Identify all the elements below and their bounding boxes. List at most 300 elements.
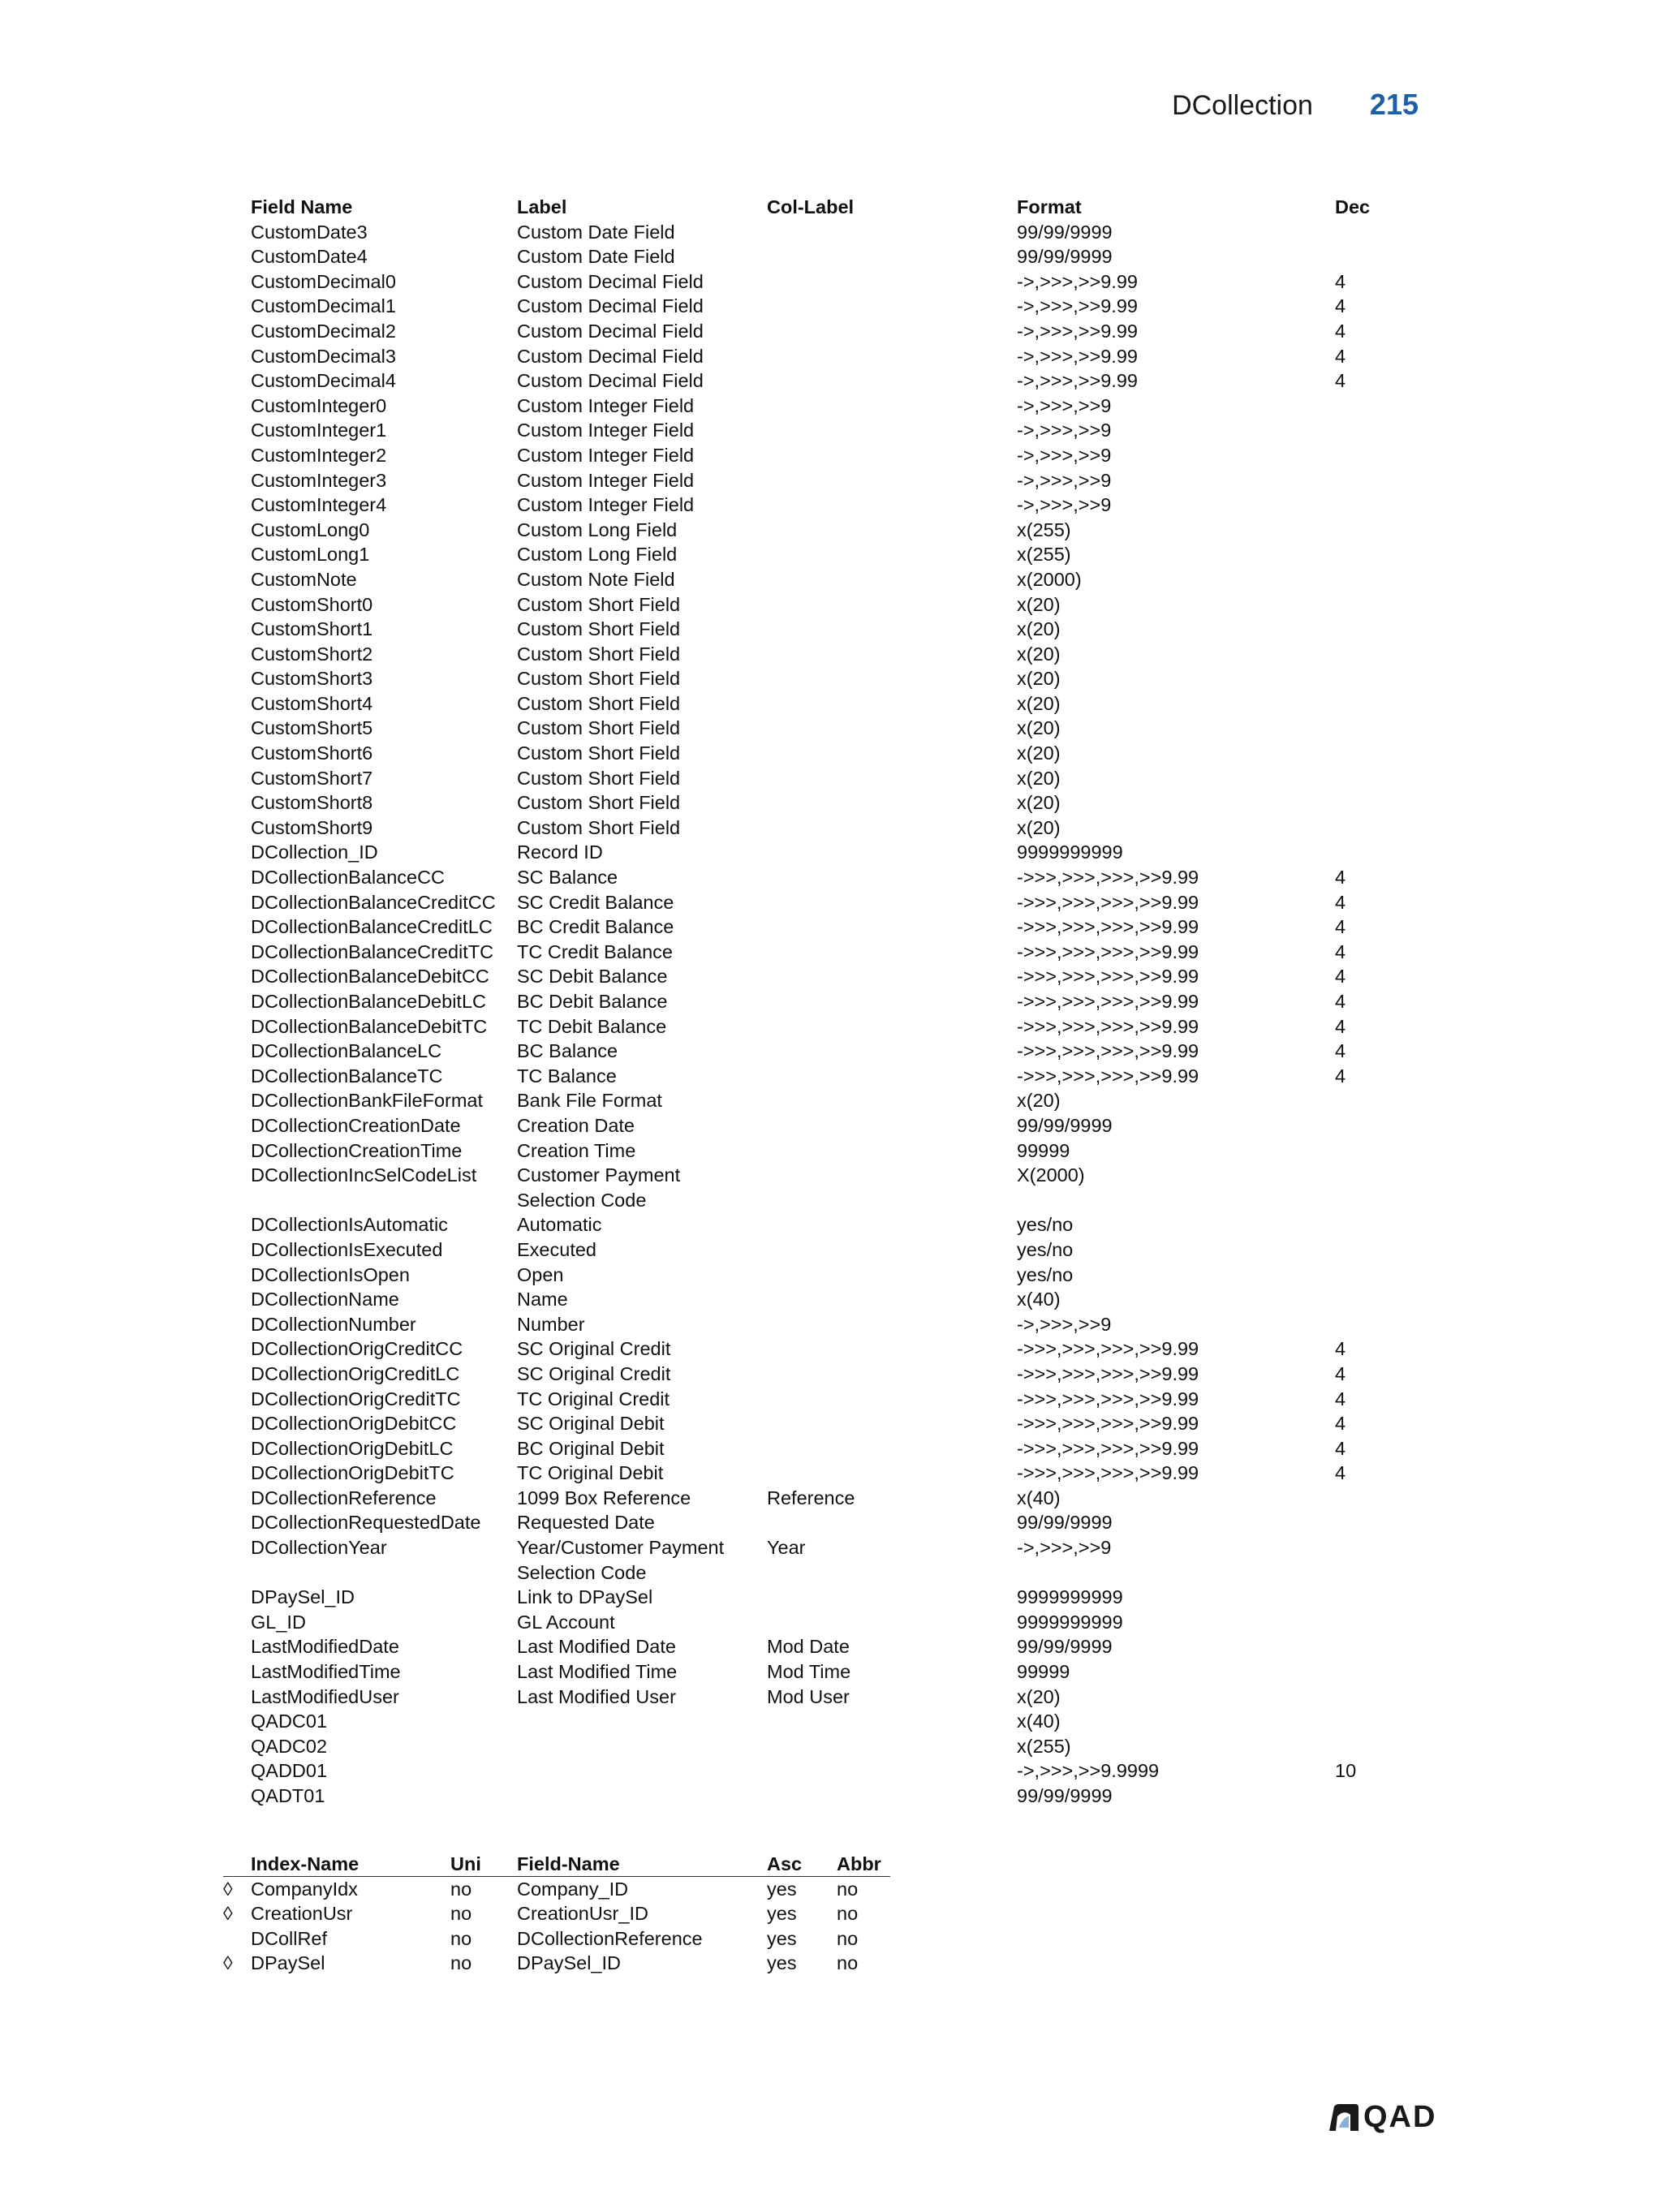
label-line: Custom Long Field bbox=[517, 519, 678, 540]
table-row bbox=[251, 1734, 1400, 1759]
uni-cell: no bbox=[450, 1952, 472, 1974]
table-row bbox=[251, 1163, 1400, 1212]
field-name-cell: QADT01 bbox=[251, 1785, 325, 1806]
label-cell bbox=[517, 1014, 767, 1039]
dec-cell bbox=[1335, 443, 1400, 468]
dec-cell bbox=[1335, 790, 1400, 816]
format-cell: ->,>>>,>>9 bbox=[1017, 1313, 1112, 1335]
table-row bbox=[251, 1685, 1400, 1710]
label-cell bbox=[517, 468, 767, 493]
col-label-cell bbox=[767, 890, 1017, 915]
field-name-cell: CustomDecimal3 bbox=[251, 345, 396, 367]
label-cell bbox=[517, 1387, 767, 1412]
label-cell bbox=[517, 1411, 767, 1436]
label-line: Custom Short Field bbox=[517, 618, 681, 640]
label-line: Name bbox=[517, 1289, 568, 1310]
format-cell: ->,>>>,>>9.99 bbox=[1017, 370, 1138, 392]
dec-cell bbox=[1335, 1634, 1400, 1659]
col-label-cell bbox=[767, 542, 1017, 567]
format-cell: ->,>>>,>>9 bbox=[1017, 444, 1112, 466]
table-row bbox=[251, 642, 1400, 667]
dec-cell bbox=[1335, 1535, 1400, 1585]
field-name-cell: DCollectionReference bbox=[251, 1487, 437, 1508]
format-cell: x(20) bbox=[1017, 668, 1061, 690]
qad-logo-icon bbox=[1328, 2103, 1360, 2132]
format-cell: 99/99/9999 bbox=[1017, 1512, 1113, 1534]
format-cell: x(20) bbox=[1017, 692, 1061, 714]
index-field-cell: CreationUsr_ID bbox=[517, 1903, 648, 1925]
col-label-cell bbox=[767, 1287, 1017, 1312]
table-row bbox=[251, 1263, 1400, 1288]
format-cell: x(255) bbox=[1017, 544, 1071, 566]
table-row bbox=[251, 1138, 1400, 1164]
field-name-cell: DCollectionName bbox=[251, 1289, 399, 1310]
label-cell bbox=[517, 940, 767, 965]
label-line: Custom Note Field bbox=[517, 568, 675, 590]
field-name-cell: DCollectionOrigCreditTC bbox=[251, 1388, 461, 1409]
col-label-cell bbox=[767, 468, 1017, 493]
col-label-cell bbox=[767, 344, 1017, 369]
table-row bbox=[251, 816, 1400, 841]
format-cell: x(255) bbox=[1017, 1735, 1071, 1757]
field-name-cell: CustomShort7 bbox=[251, 767, 373, 789]
dec-cell: 4 bbox=[1335, 1362, 1346, 1384]
field-name-cell: CustomDecimal0 bbox=[251, 270, 396, 292]
label-line: Creation Date bbox=[517, 1114, 635, 1136]
label-cell bbox=[517, 642, 767, 667]
label-line: Last Modified Time bbox=[517, 1661, 678, 1683]
field-name-cell: DCollectionYear bbox=[251, 1537, 387, 1559]
dec-cell: 4 bbox=[1335, 940, 1346, 962]
table-row bbox=[251, 666, 1400, 691]
field-name-cell: DCollectionCreationDate bbox=[251, 1114, 461, 1136]
format-cell: 9999999999 bbox=[1017, 1586, 1123, 1608]
header-dec: Dec bbox=[1335, 196, 1371, 217]
format-cell: 99/99/9999 bbox=[1017, 1114, 1113, 1136]
format-cell: ->,>>>,>>9.99 bbox=[1017, 270, 1138, 292]
label-cell bbox=[517, 542, 767, 567]
format-cell: 99999 bbox=[1017, 1139, 1070, 1161]
label-cell bbox=[517, 418, 767, 443]
label-line: Custom Decimal Field bbox=[517, 270, 704, 292]
format-cell: 99/99/9999 bbox=[1017, 221, 1113, 243]
abbr-cell: no bbox=[837, 1927, 859, 1949]
label-cell bbox=[517, 1709, 767, 1734]
col-label-cell: Mod User bbox=[767, 1685, 850, 1707]
format-cell: 99/99/9999 bbox=[1017, 1636, 1113, 1658]
field-name-cell: CustomInteger4 bbox=[251, 494, 387, 516]
table-row bbox=[251, 914, 1400, 940]
label-cell bbox=[517, 1287, 767, 1312]
format-cell: ->>>,>>>,>>>,>>9.99 bbox=[1017, 1413, 1199, 1435]
dec-cell bbox=[1335, 1709, 1400, 1734]
field-name-cell: CustomLong0 bbox=[251, 519, 370, 540]
label-line: Custom Decimal Field bbox=[517, 320, 704, 342]
format-cell: x(255) bbox=[1017, 519, 1071, 540]
table-row bbox=[251, 1113, 1400, 1138]
format-cell: x(40) bbox=[1017, 1487, 1061, 1508]
col-label-cell bbox=[767, 1212, 1017, 1237]
format-cell: x(20) bbox=[1017, 593, 1061, 615]
label-line: SC Balance bbox=[517, 867, 618, 889]
col-label-cell bbox=[767, 1163, 1017, 1212]
format-cell: ->>>,>>>,>>>,>>9.99 bbox=[1017, 891, 1199, 913]
dec-cell: 4 bbox=[1335, 1015, 1346, 1037]
field-name-cell: CustomShort5 bbox=[251, 717, 373, 739]
format-cell: ->>>,>>>,>>>,>>9.99 bbox=[1017, 867, 1199, 889]
dec-cell bbox=[1335, 1163, 1400, 1212]
dec-cell: 4 bbox=[1335, 1437, 1346, 1459]
table-row bbox=[251, 319, 1400, 344]
dec-cell bbox=[1335, 642, 1400, 667]
table-row bbox=[251, 1212, 1400, 1237]
page-header bbox=[1172, 88, 1419, 122]
dec-cell bbox=[1335, 1659, 1400, 1685]
label-line: SC Credit Balance bbox=[517, 891, 674, 913]
label-line: Creation Time bbox=[517, 1139, 636, 1161]
qad-logo bbox=[1328, 2100, 1436, 2135]
dec-cell bbox=[1335, 1486, 1400, 1511]
logo-text: QAD bbox=[1363, 2100, 1437, 2134]
col-label-cell: Year bbox=[767, 1537, 806, 1559]
label-cell bbox=[517, 1486, 767, 1511]
field-table bbox=[251, 195, 1400, 1809]
label-line: Number bbox=[517, 1313, 585, 1335]
label-cell bbox=[517, 1088, 767, 1113]
table-row bbox=[251, 1014, 1400, 1039]
table-row bbox=[251, 1585, 1400, 1610]
field-name-cell: DCollectionOrigDebitTC bbox=[251, 1462, 454, 1484]
dec-cell bbox=[1335, 1585, 1400, 1610]
field-name-cell: QADD01 bbox=[251, 1760, 328, 1782]
table-row bbox=[223, 1926, 893, 1952]
field-name-cell: DCollectionBalanceTC bbox=[251, 1065, 443, 1087]
label-line: SC Original Credit bbox=[517, 1338, 671, 1360]
label-cell bbox=[517, 1263, 767, 1288]
table-row bbox=[251, 368, 1400, 394]
col-label-cell: Reference bbox=[767, 1487, 855, 1508]
dec-cell: 10 bbox=[1335, 1760, 1357, 1782]
label-cell bbox=[517, 244, 767, 269]
dec-cell bbox=[1335, 493, 1400, 518]
col-label-cell bbox=[767, 1734, 1017, 1759]
dec-cell: 4 bbox=[1335, 270, 1346, 292]
dec-cell bbox=[1335, 220, 1400, 245]
format-cell: ->>>,>>>,>>>,>>9.99 bbox=[1017, 1015, 1199, 1037]
format-cell: ->>>,>>>,>>>,>>9.99 bbox=[1017, 1338, 1199, 1360]
label-cell bbox=[517, 1212, 767, 1237]
abbr-cell: no bbox=[837, 1878, 859, 1900]
dec-cell: 4 bbox=[1335, 1065, 1346, 1087]
field-name-cell: LastModifiedDate bbox=[251, 1636, 399, 1658]
table-row bbox=[251, 1088, 1400, 1113]
table-row bbox=[251, 865, 1400, 890]
dec-cell: 4 bbox=[1335, 1462, 1346, 1484]
header-mark-spacer bbox=[223, 1852, 251, 1877]
label-line: Record ID bbox=[517, 841, 603, 863]
label-cell bbox=[517, 716, 767, 741]
label-cell bbox=[517, 443, 767, 468]
label-line: BC Debit Balance bbox=[517, 991, 668, 1012]
field-name-cell: DCollectionRequestedDate bbox=[251, 1512, 481, 1534]
dec-cell bbox=[1335, 468, 1400, 493]
dec-cell bbox=[1335, 666, 1400, 691]
dec-cell bbox=[1335, 1263, 1400, 1288]
dec-cell bbox=[1335, 816, 1400, 841]
label-cell bbox=[517, 394, 767, 419]
col-label-cell bbox=[767, 816, 1017, 841]
col-label-cell bbox=[767, 741, 1017, 766]
table-row bbox=[251, 691, 1400, 717]
label-line: GL Account bbox=[517, 1611, 615, 1633]
field-name-cell: DCollectionBalanceDebitTC bbox=[251, 1015, 488, 1037]
col-label-cell bbox=[767, 1387, 1017, 1412]
col-label-cell bbox=[767, 642, 1017, 667]
dec-cell: 4 bbox=[1335, 1388, 1346, 1409]
table-row bbox=[251, 269, 1400, 295]
field-name-cell: CustomShort1 bbox=[251, 618, 373, 640]
label-line: Custom Integer Field bbox=[517, 469, 695, 491]
format-cell: x(40) bbox=[1017, 1711, 1061, 1732]
label-cell bbox=[517, 1758, 767, 1784]
col-label-cell bbox=[767, 1014, 1017, 1039]
field-name-cell: CustomShort8 bbox=[251, 792, 373, 814]
col-label-cell bbox=[767, 1709, 1017, 1734]
col-label-cell bbox=[767, 1436, 1017, 1461]
label-line: Custom Date Field bbox=[517, 246, 675, 268]
field-name-cell: CustomLong1 bbox=[251, 544, 370, 566]
label-cell bbox=[517, 865, 767, 890]
table-row bbox=[251, 518, 1400, 543]
table-row bbox=[251, 1510, 1400, 1535]
index-table bbox=[223, 1852, 893, 1976]
field-name-cell: DCollectionIncSelCodeList bbox=[251, 1164, 477, 1186]
col-label-cell bbox=[767, 1610, 1017, 1635]
format-cell: yes/no bbox=[1017, 1214, 1074, 1236]
index-field-cell: DPaySel_ID bbox=[517, 1952, 621, 1974]
table-row bbox=[251, 1535, 1400, 1585]
field-name-cell: DCollectionBalanceCC bbox=[251, 867, 446, 889]
asc-cell: yes bbox=[767, 1878, 797, 1900]
table-row bbox=[251, 294, 1400, 319]
col-label-cell bbox=[767, 1336, 1017, 1362]
col-label-cell bbox=[767, 319, 1017, 344]
dec-cell: 4 bbox=[1335, 1413, 1346, 1435]
col-label-cell bbox=[767, 220, 1017, 245]
index-name-cell: CreationUsr bbox=[251, 1903, 353, 1925]
field-name-cell: QADC02 bbox=[251, 1735, 328, 1757]
col-label-cell bbox=[767, 1263, 1017, 1288]
col-label-cell bbox=[767, 1237, 1017, 1263]
format-cell: 99999 bbox=[1017, 1661, 1070, 1683]
label-cell bbox=[517, 666, 767, 691]
index-mark: ◊ bbox=[223, 1903, 233, 1925]
label-cell bbox=[517, 1585, 767, 1610]
col-label-cell bbox=[767, 1784, 1017, 1809]
format-cell: ->,>>>,>>9 bbox=[1017, 469, 1112, 491]
table-row bbox=[223, 1951, 893, 1976]
table-row bbox=[251, 244, 1400, 269]
table-row bbox=[251, 344, 1400, 369]
dec-cell bbox=[1335, 1237, 1400, 1263]
format-cell: ->,>>>,>>9 bbox=[1017, 394, 1112, 416]
field-name-cell: DCollectionOrigDebitCC bbox=[251, 1413, 457, 1435]
table-row bbox=[251, 542, 1400, 567]
table-row bbox=[251, 1610, 1400, 1635]
field-name-cell: CustomShort3 bbox=[251, 668, 373, 690]
col-label-cell bbox=[767, 244, 1017, 269]
dec-cell bbox=[1335, 1312, 1400, 1337]
table-row bbox=[251, 1784, 1400, 1809]
dec-cell: 4 bbox=[1335, 370, 1346, 392]
label-line: SC Original Debit bbox=[517, 1413, 665, 1435]
field-name-cell: DCollectionBankFileFormat bbox=[251, 1090, 484, 1112]
label-cell bbox=[517, 1436, 767, 1461]
col-label-cell bbox=[767, 790, 1017, 816]
dec-cell bbox=[1335, 244, 1400, 269]
table-row bbox=[251, 1758, 1400, 1784]
field-name-cell: DCollection_ID bbox=[251, 841, 378, 863]
field-name-cell: DCollectionIsAutomatic bbox=[251, 1214, 448, 1236]
label-cell bbox=[517, 1237, 767, 1263]
index-field-cell: Company_ID bbox=[517, 1878, 629, 1900]
col-label-cell bbox=[767, 1064, 1017, 1089]
uni-cell: no bbox=[450, 1878, 472, 1900]
label-cell bbox=[517, 1685, 767, 1710]
col-label-cell bbox=[767, 1362, 1017, 1387]
field-name-cell: DCollectionOrigCreditLC bbox=[251, 1362, 460, 1384]
field-name-cell: CustomShort6 bbox=[251, 742, 373, 764]
field-name-cell: CustomDecimal2 bbox=[251, 320, 396, 342]
table-row bbox=[251, 964, 1400, 989]
label-line: Open bbox=[517, 1263, 564, 1285]
dec-cell: 4 bbox=[1335, 320, 1346, 342]
label-line: Selection Code bbox=[517, 1561, 647, 1583]
asc-cell: yes bbox=[767, 1903, 797, 1925]
field-name-cell: CustomShort4 bbox=[251, 692, 373, 714]
dec-cell bbox=[1335, 1287, 1400, 1312]
col-label-cell bbox=[767, 1088, 1017, 1113]
label-line: Custom Decimal Field bbox=[517, 345, 704, 367]
label-cell bbox=[517, 1461, 767, 1486]
label-cell bbox=[517, 964, 767, 989]
label-line: Executed bbox=[517, 1238, 596, 1260]
asc-cell: yes bbox=[767, 1952, 797, 1974]
col-label-cell bbox=[767, 766, 1017, 791]
dec-cell bbox=[1335, 518, 1400, 543]
label-cell bbox=[517, 1039, 767, 1064]
label-line: Custom Short Field bbox=[517, 816, 681, 838]
col-label-cell bbox=[767, 418, 1017, 443]
table-row bbox=[251, 1486, 1400, 1511]
label-line: BC Balance bbox=[517, 1040, 618, 1062]
section-title: DCollection bbox=[1172, 90, 1313, 121]
asc-cell: yes bbox=[767, 1927, 797, 1949]
label-line: Last Modified User bbox=[517, 1685, 676, 1707]
label-cell bbox=[517, 518, 767, 543]
dec-cell: 4 bbox=[1335, 345, 1346, 367]
format-cell: ->>>,>>>,>>>,>>9.99 bbox=[1017, 1437, 1199, 1459]
header-field-name: Field-Name bbox=[517, 1853, 620, 1874]
field-name-cell: DCollectionBalanceDebitLC bbox=[251, 991, 486, 1012]
table-row bbox=[251, 1461, 1400, 1486]
page-number: 215 bbox=[1369, 88, 1419, 121]
field-name-cell: CustomInteger1 bbox=[251, 420, 387, 441]
format-cell: ->,>>>,>>9.9999 bbox=[1017, 1760, 1160, 1782]
table-row bbox=[251, 1659, 1400, 1685]
header-asc: Asc bbox=[767, 1853, 803, 1874]
format-cell: ->,>>>,>>9 bbox=[1017, 1537, 1112, 1559]
format-cell: x(40) bbox=[1017, 1289, 1061, 1310]
table-row bbox=[251, 468, 1400, 493]
col-label-cell bbox=[767, 493, 1017, 518]
field-name-cell: CustomShort0 bbox=[251, 593, 373, 615]
label-cell bbox=[517, 1610, 767, 1635]
format-cell: x(20) bbox=[1017, 1685, 1061, 1707]
dec-cell: 4 bbox=[1335, 891, 1346, 913]
format-cell: x(20) bbox=[1017, 717, 1061, 739]
label-line: Custom Short Field bbox=[517, 792, 681, 814]
field-name-cell: CustomShort9 bbox=[251, 816, 373, 838]
table-row bbox=[251, 617, 1400, 642]
table-row bbox=[223, 1877, 893, 1902]
label-cell bbox=[517, 294, 767, 319]
format-cell: ->>>,>>>,>>>,>>9.99 bbox=[1017, 1065, 1199, 1087]
header-col-label: Col-Label bbox=[767, 196, 855, 217]
label-line: Year/Customer Payment bbox=[517, 1537, 725, 1559]
index-field-cell: DCollectionReference bbox=[517, 1927, 703, 1949]
field-name-cell: DCollectionCreationTime bbox=[251, 1139, 463, 1161]
label-cell bbox=[517, 1659, 767, 1685]
format-cell: ->,>>>,>>9 bbox=[1017, 494, 1112, 516]
format-cell: ->>>,>>>,>>>,>>9.99 bbox=[1017, 1362, 1199, 1384]
label-cell bbox=[517, 1734, 767, 1759]
label-line: Customer Payment bbox=[517, 1164, 681, 1186]
field-name-cell: DCollectionNumber bbox=[251, 1313, 416, 1335]
col-label-cell bbox=[767, 914, 1017, 940]
dec-cell bbox=[1335, 1113, 1400, 1138]
table-row bbox=[251, 840, 1400, 865]
index-mark: ◊ bbox=[223, 1878, 233, 1900]
table-row bbox=[251, 790, 1400, 816]
format-cell: yes/no bbox=[1017, 1263, 1074, 1285]
label-line: Custom Integer Field bbox=[517, 494, 695, 516]
format-cell: ->,>>>,>>9.99 bbox=[1017, 320, 1138, 342]
col-label-cell bbox=[767, 443, 1017, 468]
label-line: TC Balance bbox=[517, 1065, 617, 1087]
label-cell bbox=[517, 914, 767, 940]
dec-cell bbox=[1335, 418, 1400, 443]
label-line: Automatic bbox=[517, 1214, 602, 1236]
field-name-cell: DCollectionBalanceDebitCC bbox=[251, 966, 489, 988]
col-label-cell bbox=[767, 716, 1017, 741]
format-cell: ->>>,>>>,>>>,>>9.99 bbox=[1017, 916, 1199, 938]
label-cell bbox=[517, 1336, 767, 1362]
table-row bbox=[251, 567, 1400, 592]
field-name-cell: GL_ID bbox=[251, 1611, 306, 1633]
col-label-cell bbox=[767, 989, 1017, 1014]
col-label-cell bbox=[767, 840, 1017, 865]
label-line: Custom Short Field bbox=[517, 593, 681, 615]
col-label-cell bbox=[767, 1510, 1017, 1535]
label-cell bbox=[517, 269, 767, 295]
label-line: BC Credit Balance bbox=[517, 916, 674, 938]
col-label-cell bbox=[767, 1461, 1017, 1486]
label-line: Custom Integer Field bbox=[517, 394, 695, 416]
field-name-cell: QADC01 bbox=[251, 1711, 328, 1732]
label-cell bbox=[517, 617, 767, 642]
label-cell bbox=[517, 766, 767, 791]
